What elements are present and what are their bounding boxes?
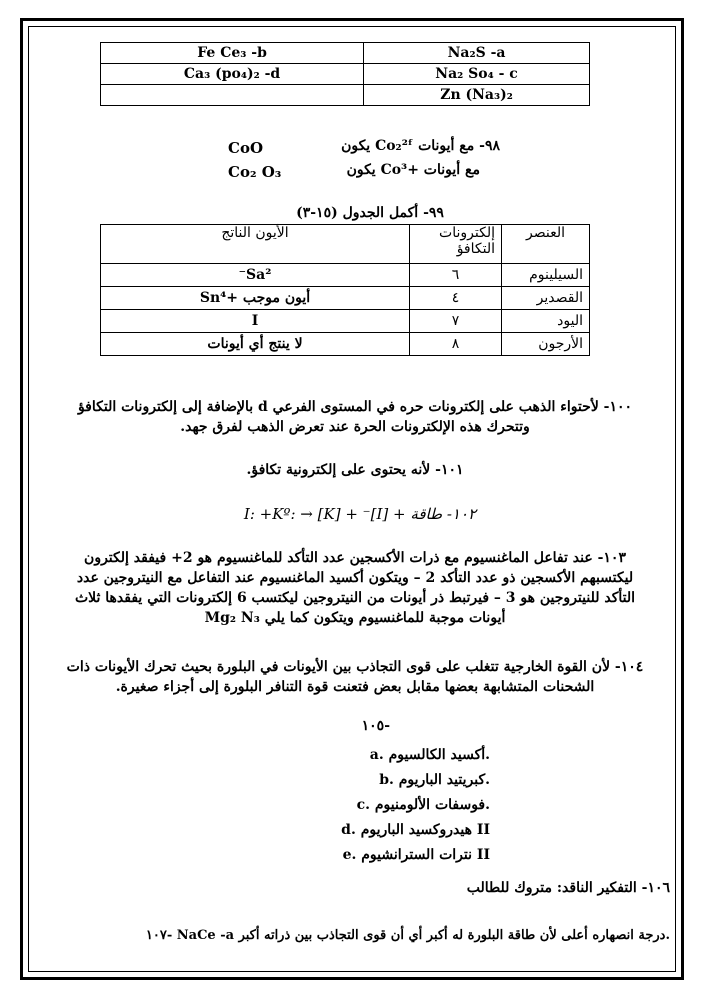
table-row bbox=[101, 333, 590, 356]
q105-item-c: c. فوسفات الألومنيوم. bbox=[356, 797, 490, 813]
q100-line-1: ١٠٠- لأحتواء الذهب على إلكترونات حره في المستوى الفرعي d بالإضافة إلى إلكترونات التكافؤ bbox=[77, 399, 633, 415]
q107-text: ١٠٧- NaCe -a درجة انصهاره أعلى لأن طاقة البلورة له أكبر أي أن قوى التجاذب بين ذراته أكبر. bbox=[145, 928, 670, 943]
q99-table bbox=[100, 224, 590, 356]
table-row bbox=[101, 43, 590, 64]
q105-item-b: b. كبريتيد الباريوم. bbox=[379, 772, 490, 788]
q98-product-2: Co₂ O₃ bbox=[228, 163, 282, 181]
table-row bbox=[101, 287, 590, 310]
electrons-cell: ٤ bbox=[410, 287, 502, 310]
electrons-cell: ٧ bbox=[410, 310, 502, 333]
table-row bbox=[101, 85, 590, 106]
table-row bbox=[101, 264, 590, 287]
element-cell: السيلينوم bbox=[502, 264, 590, 287]
table-row bbox=[101, 64, 590, 85]
q104-line-2: الشحنات المتشابهة بعضها مقابل بعض فتعنت قوة التنافر البلورة إلى أجزاء صغيرة. bbox=[115, 679, 595, 695]
header-electrons: إلكترونات التكافؤ bbox=[410, 225, 502, 264]
q104-line-1: ١٠٤- لأن القوة الخارجية تتغلب على قوى التجاذب بين الأيونات في البلورة بحيث تحرك الأيونات ذات bbox=[66, 659, 644, 675]
q106-text: ١٠٦- التفكير الناقد: متروك للطالب bbox=[466, 880, 670, 896]
q105-item-a: a. أكسيد الكالسيوم. bbox=[369, 747, 490, 763]
q98-product-1: CoO bbox=[228, 139, 264, 157]
q99-title: ٩٩- أكمل الجدول (١٥-٣) bbox=[296, 205, 444, 221]
q103-line-2: ليكتسبهم الأكسجين ذو عدد التأكد 2 – ويتكون أكسيد الماغنسيوم عند التفاعل مع النيتروجين عدد bbox=[76, 570, 634, 586]
q98-line-1: ٩٨- مع أيونات Co₂²ᶠ يكون bbox=[341, 138, 500, 154]
element-cell: اليود bbox=[502, 310, 590, 333]
q101-text: ١٠١- لأنه يحتوى على إلكترونية تكافؤ. bbox=[246, 462, 464, 478]
ion-cell: I bbox=[101, 310, 410, 333]
q103-line-4: أيونات موجبة للماغنسيوم ويتكون كما يلي Mg₂ N₃ bbox=[204, 610, 506, 626]
q97-left-cell bbox=[101, 85, 364, 106]
q100-line-2: وتتحرك هذه الإلكترونات الحرة عند تعرض الذهب لفرق جهد. bbox=[180, 419, 530, 435]
electrons-cell: ٦ bbox=[410, 264, 502, 287]
q97-left-cell: Ca₃ (po₄)₂ -d bbox=[101, 64, 364, 85]
header-element: العنصر bbox=[502, 225, 590, 264]
q97-right-cell: Zn (Na₃)₂ bbox=[364, 85, 590, 106]
q105-item-e: e. نترات السترانشيوم II bbox=[342, 847, 490, 863]
table-row bbox=[101, 310, 590, 333]
q98-line-2: مع أيونات +Co³ يكون bbox=[346, 162, 480, 178]
element-cell: القصدير bbox=[502, 287, 590, 310]
ion-cell: أيون موجب +Sn⁴ bbox=[101, 287, 410, 310]
element-cell: الأرجون bbox=[502, 333, 590, 356]
table-header-row bbox=[101, 225, 590, 264]
q97-left-cell: Fe Ce₃ -b bbox=[101, 43, 364, 64]
q97-right-cell: Na₂S -a bbox=[364, 43, 590, 64]
q105-number: ١٠٥- bbox=[361, 718, 390, 734]
ion-cell: لا ينتج أي أيونات bbox=[101, 333, 410, 356]
q97-table bbox=[100, 42, 590, 106]
q97-right-cell: Na₂ So₄ - c bbox=[364, 64, 590, 85]
q103-line-3: التأكد للنيتروجين هو 3 – فيرتبط ذر أيونات من النيتروجين ليكتسب 6 إلكترونات التي يفقدها ثلاث bbox=[74, 590, 636, 606]
q105-item-d: d. هيدروكسيد الباريوم II bbox=[341, 822, 490, 838]
electrons-cell: ٨ bbox=[410, 333, 502, 356]
q102-equation: ١٠٢- طاقة + [I]⁻ + [K] → :I: +Kº bbox=[243, 505, 477, 523]
header-ion: الأيون الناتج bbox=[101, 225, 410, 264]
q103-line-1: ١٠٣- عند تفاعل الماغنسيوم مع ذرات الأكسجين عدد التأكد للماغنسيوم هو 2+ فيفقد إلكترون bbox=[84, 550, 626, 566]
ion-cell: Sa²⁻ bbox=[101, 264, 410, 287]
